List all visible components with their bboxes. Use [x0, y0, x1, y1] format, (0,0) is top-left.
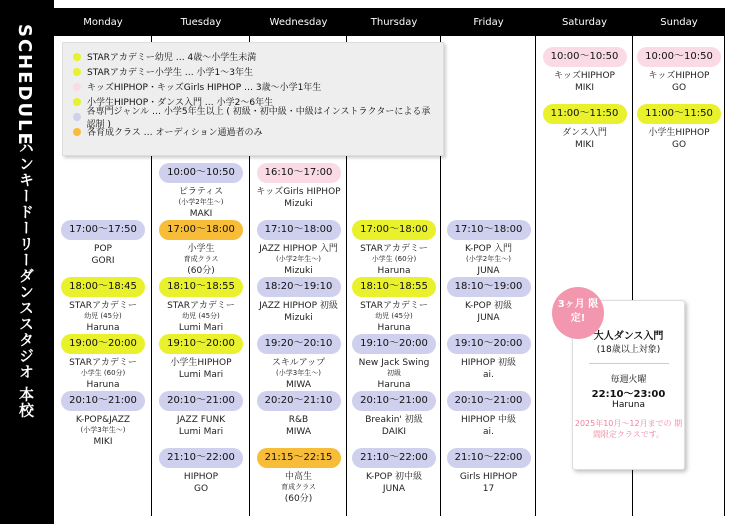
class-title: K-POP 初級: [464, 301, 512, 311]
day-header-saturday: Saturday: [536, 8, 633, 36]
class-cell[interactable]: [54, 391, 152, 448]
class-title: キッズHIPHOP: [554, 71, 615, 81]
class-cell[interactable]: [441, 448, 536, 495]
legend-dot-icon: [73, 128, 81, 136]
time-pill: 17:10～18:00: [257, 220, 341, 240]
legend-text: STARアカデミー幼児 … 4歳～小学生未満: [87, 53, 257, 63]
class-cell[interactable]: [347, 391, 441, 438]
class-title: K-POP&JAZZ: [75, 415, 131, 425]
class-detail: (小学3年生～): [80, 426, 126, 435]
class-teacher: (60分): [187, 265, 215, 276]
day-header-wednesday: Wednesday: [250, 8, 347, 36]
class-detail: 幼児 (45分): [182, 312, 220, 321]
class-teacher: DAIKI: [381, 427, 407, 438]
class-teacher: JUNA: [477, 265, 500, 276]
time-pill: 17:00～18:00: [352, 220, 436, 240]
time-pill: 18:10～19:00: [447, 277, 531, 297]
class-detail: (小学2年生～): [466, 255, 511, 264]
legend-panel: [62, 42, 444, 156]
class-cell[interactable]: [250, 334, 347, 391]
class-title: JAZZ FUNK: [176, 415, 226, 425]
class-cell[interactable]: [250, 277, 347, 324]
popup-subtitle: (18歳以上対象): [596, 345, 661, 355]
class-title: Breakin' 初級: [365, 415, 423, 425]
legend-dot-icon: [73, 68, 81, 76]
time-pill: 20:10～21:00: [352, 391, 436, 411]
class-teacher: ai.: [483, 370, 494, 381]
time-pill: 18:00～18:45: [61, 277, 145, 297]
time-pill: 16:10～17:00: [257, 163, 341, 183]
time-pill: 21:10～22:00: [447, 448, 531, 468]
class-title: HIPHOP 初級: [461, 358, 516, 368]
time-pill: 20:10～21:00: [61, 391, 145, 411]
time-pill: 21:10～22:00: [352, 448, 436, 468]
class-title: HIPHOP 中級: [461, 415, 516, 425]
time-pill: 17:00～17:50: [61, 220, 145, 240]
legend-row: [73, 79, 433, 94]
time-pill: 18:10～18:55: [159, 277, 243, 297]
legend-text: 各育成クラス … オーディション通過者のみ: [87, 128, 263, 138]
class-title: 中高生: [284, 472, 312, 482]
class-detail: 幼児 (45分): [375, 312, 413, 321]
class-teacher: Mizuki: [284, 313, 313, 324]
class-title: STARアカデミー: [69, 358, 137, 368]
legend-dot-icon: [73, 113, 81, 121]
divider: [589, 363, 669, 364]
legend-row: [73, 106, 433, 130]
legend-text: 小学生HIPHOP・ダンス入門 … 小学2～6年生: [87, 98, 274, 108]
class-detail: 育成クラス: [281, 483, 316, 492]
class-teacher: MIWA: [286, 427, 311, 438]
time-pill: 21:10～22:00: [159, 448, 243, 468]
legend-text: STARアカデミー小学生 … 小学1～3年生: [87, 68, 254, 78]
sidebar: [0, 0, 54, 524]
class-teacher: Lumi Mari: [178, 322, 224, 333]
time-pill: 17:00～18:00: [159, 220, 243, 240]
class-cell[interactable]: [54, 220, 152, 267]
class-teacher: Haruna: [377, 379, 411, 390]
class-cell[interactable]: [536, 47, 633, 94]
schedule-title: SCHEDULE: [14, 24, 35, 147]
class-detail: 小学生 (60分): [80, 369, 126, 378]
class-title: 小学生HIPHOP: [648, 128, 710, 138]
class-teacher: Haruna: [86, 379, 120, 390]
class-cell[interactable]: [536, 104, 633, 151]
class-title: JAZZ HIPHOP 初級: [259, 301, 338, 311]
class-title: キッズHIPHOP: [648, 71, 710, 81]
class-teacher: Haruna: [377, 322, 411, 333]
class-cell[interactable]: [250, 391, 347, 438]
class-teacher: GO: [193, 484, 209, 495]
class-title: ピラティス: [178, 187, 224, 197]
class-teacher: MIKI: [93, 436, 113, 447]
time-pill: 20:20～21:10: [257, 391, 341, 411]
class-cell[interactable]: [441, 391, 536, 438]
class-title: New Jack Swing: [358, 358, 430, 368]
class-detail: (小学3年生～): [276, 369, 321, 378]
class-cell[interactable]: [54, 334, 152, 391]
class-cell[interactable]: [152, 448, 250, 495]
legend-text: キッズHIPHOP・キッズGirls HIPHOP … 3歳～小学1年生: [87, 83, 322, 93]
popup-day: 毎週火曜: [610, 375, 647, 385]
class-cell[interactable]: [441, 277, 536, 324]
class-detail: 小学生 (60分): [371, 255, 417, 264]
time-pill: 19:00～20:00: [61, 334, 145, 354]
class-title: K-POP 入門: [464, 244, 512, 254]
class-cell[interactable]: [633, 47, 725, 94]
class-cell[interactable]: [347, 334, 441, 391]
class-title: JAZZ HIPHOP 入門: [259, 244, 338, 254]
class-title: STARアカデミー: [167, 301, 235, 311]
class-cell[interactable]: [633, 104, 725, 151]
time-pill: 19:20～20:10: [257, 334, 341, 354]
class-teacher: MIWA: [286, 379, 311, 390]
time-pill: 19:10～20:00: [159, 334, 243, 354]
class-title: R&B: [288, 415, 309, 425]
time-pill: 20:10～21:00: [447, 391, 531, 411]
class-teacher: JUNA: [382, 484, 406, 495]
class-teacher: Lumi Mari: [178, 370, 224, 381]
class-teacher: GO: [671, 83, 687, 94]
popup-note: 2025年10月～12月までの 期間限定クラスです。: [574, 419, 683, 439]
class-title: ダンス入門: [562, 128, 607, 138]
class-title: STARアカデミー: [360, 301, 428, 311]
class-title: STARアカデミー: [360, 244, 428, 254]
time-pill: 17:10～18:00: [447, 220, 531, 240]
class-teacher: Haruna: [377, 265, 411, 276]
legend-text: 各専門ジャンル … 小学5年生以上 ( 初級・初中級・中級はインストラクターによる承認制 ): [86, 106, 431, 130]
time-pill: 10:00～10:50: [543, 47, 627, 67]
day-header-sunday: Sunday: [633, 8, 725, 36]
time-pill: 21:15～22:15: [257, 448, 341, 468]
class-title: 小学生: [187, 244, 215, 254]
time-pill: 10:00～10:50: [637, 47, 721, 67]
legend-row: [73, 64, 433, 79]
class-detail: 初級: [387, 369, 401, 378]
class-teacher: Mizuki: [284, 265, 313, 276]
class-teacher: JUNA: [477, 313, 500, 324]
class-cell[interactable]: [347, 277, 441, 334]
time-pill: 11:00～11:50: [637, 104, 721, 124]
class-detail: (小学2年生～): [276, 255, 321, 264]
class-cell[interactable]: [152, 220, 250, 277]
class-title: HIPHOP: [183, 472, 219, 482]
class-teacher: MIKI: [575, 140, 594, 151]
popup-title: 大人ダンス入門: [593, 331, 664, 342]
class-cell[interactable]: [152, 334, 250, 381]
class-cell[interactable]: [441, 334, 536, 381]
class-title: スキルアップ: [271, 358, 326, 368]
time-pill: 18:20～19:10: [257, 277, 341, 297]
day-header-tuesday: Tuesday: [152, 8, 250, 36]
class-teacher: GORI: [91, 256, 115, 267]
class-teacher: Lumi Mari: [178, 427, 224, 438]
day-header-thursday: Thursday: [347, 8, 441, 36]
class-cell[interactable]: [250, 448, 347, 505]
studio-name: ハンキードーリーダンススタジオ 本校: [17, 140, 35, 419]
legend-row: [73, 49, 433, 64]
class-teacher: Mizuki: [284, 199, 313, 210]
time-pill: 19:10～20:00: [447, 334, 531, 354]
class-teacher: MIKI: [575, 83, 594, 94]
legend-dot-icon: [73, 53, 81, 61]
class-title: Girls HIPHOP: [459, 472, 518, 482]
class-cell[interactable]: [347, 448, 441, 495]
class-cell[interactable]: [250, 220, 347, 277]
class-detail: (小学2年生～): [178, 198, 224, 207]
class-teacher: MAKI: [189, 208, 213, 219]
day-header-friday: Friday: [441, 8, 536, 36]
class-cell[interactable]: [54, 277, 152, 334]
class-title: キッズGirls HIPHOP: [256, 187, 341, 197]
class-title: STARアカデミー: [69, 301, 137, 311]
class-detail: 育成クラス: [183, 255, 219, 264]
class-cell[interactable]: [152, 391, 250, 438]
class-cell[interactable]: [152, 163, 250, 220]
class-title: POP: [94, 244, 112, 254]
time-pill: 19:10～20:00: [352, 334, 436, 354]
class-teacher: 17: [482, 484, 495, 495]
popup-teacher: Haruna: [612, 400, 645, 410]
limited-badge: 3ヶ月 限定!: [552, 287, 604, 339]
class-teacher: Haruna: [86, 322, 120, 333]
time-pill: 10:00～10:50: [159, 163, 243, 183]
class-cell[interactable]: [347, 220, 441, 277]
class-teacher: ai.: [483, 427, 494, 438]
class-teacher: (60分): [284, 493, 313, 504]
day-header-monday: Monday: [54, 8, 152, 36]
legend-dot-icon: [73, 83, 81, 91]
time-pill: 20:10～21:00: [159, 391, 243, 411]
popup-time: 22:10～23:00: [591, 389, 666, 400]
class-title: K-POP 初中級: [365, 472, 422, 482]
legend-dot-icon: [73, 98, 81, 106]
class-cell[interactable]: [152, 277, 250, 334]
time-pill: 11:00～11:50: [543, 104, 627, 124]
class-cell[interactable]: [250, 163, 347, 210]
time-pill: 18:10～18:55: [352, 277, 436, 297]
class-title: 小学生HIPHOP: [170, 358, 232, 368]
class-cell[interactable]: [441, 220, 536, 277]
class-teacher: GO: [671, 140, 687, 151]
class-detail: 幼児 (45分): [84, 312, 122, 321]
